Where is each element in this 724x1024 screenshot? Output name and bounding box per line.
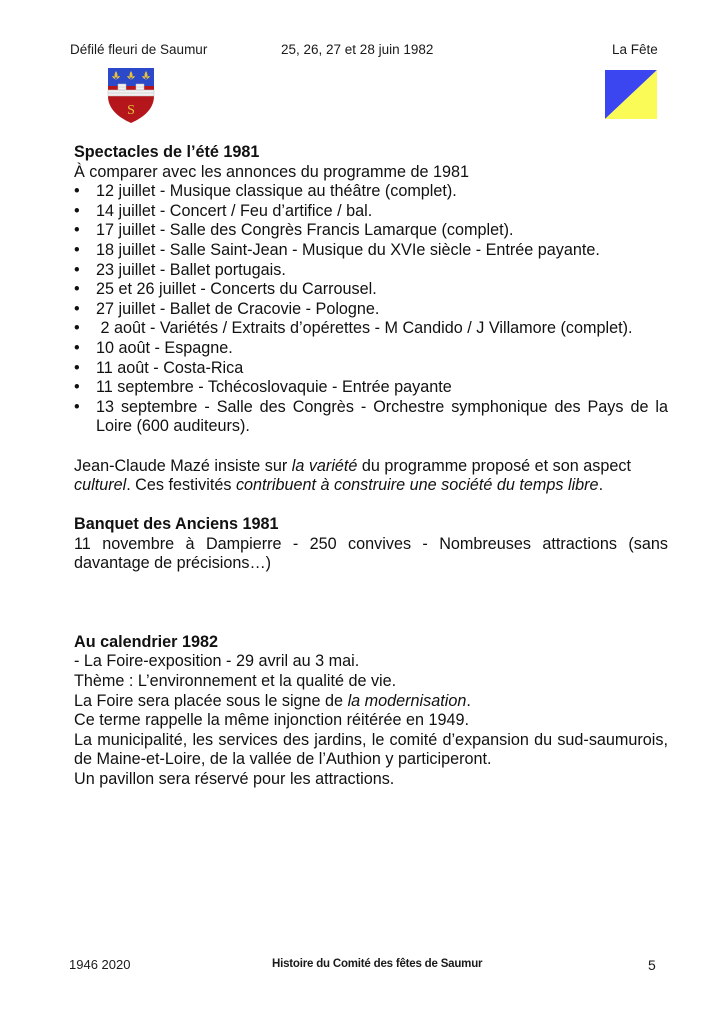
bullet-icon: • (74, 378, 80, 397)
bullet-icon: • (74, 319, 80, 338)
bullet-icon: • (74, 240, 80, 259)
list-item: • 12 juillet - Musique classique au théâtre (complet). (74, 182, 457, 201)
list-item: • 25 et 26 juillet - Concerts du Carrousel. (74, 280, 377, 299)
calendar-line: La municipalité, les services des jardins, le comité d’expansion du sud-saumurois, de Maine-et-Loire, de la vallée de l’Authion y participeront. (74, 730, 668, 769)
bullet-icon: • (74, 201, 80, 220)
list-item: • 13 septembre - Salle des Congrès - Orchestre symphonique des Pays de la Loire (600 auditeurs). (74, 397, 668, 436)
spacer (74, 574, 668, 633)
list-item: • 2 août - Variétés / Extraits d’opérettes - M Candido / J Villamore (complet). (74, 319, 633, 338)
page-number: 5 (648, 957, 656, 973)
header-right-title: La Fête (612, 42, 658, 57)
spacer (74, 496, 668, 516)
bullet-icon: • (74, 397, 80, 416)
list-item: • 17 juillet - Salle des Congrès Francis Lamarque (complet). (74, 221, 514, 240)
list-item: • 27 juillet - Ballet de Cracovie - Pologne. (74, 299, 380, 318)
list-item: • 11 août - Costa-Rica (74, 358, 244, 377)
bullet-icon: • (74, 280, 80, 299)
section-intro: À comparer avec les annonces du programme de 1981 (74, 162, 470, 181)
events-list (74, 182, 668, 437)
header-left-title: Défilé fleuri de Saumur (70, 42, 208, 57)
section-heading: Banquet des Anciens 1981 (74, 515, 279, 534)
bullet-icon: • (74, 260, 80, 279)
list-item: • 10 août - Espagne. (74, 338, 233, 357)
banquet-text: 11 novembre à Dampierre - 250 convives - Nombreuses attractions (sans davantage de précisions…) (74, 534, 668, 573)
calendar-line: Un pavillon sera réservé pour les attractions. (74, 770, 395, 789)
header-dates: 25, 26, 27 et 28 juin 1982 (281, 42, 434, 57)
calendar-line: Thème : L’environnement et la qualité de vie. (74, 672, 397, 691)
section-heading: Spectacles de l’été 1981 (74, 143, 260, 161)
section-spectacles-1981 (74, 143, 668, 437)
section-calendrier-1982 (74, 633, 668, 790)
list-item: • 14 juillet - Concert / Feu d’artifice / bal. (74, 201, 373, 220)
bullet-icon: • (74, 299, 80, 318)
calendar-line: - La Foire-exposition - 29 avril au 3 mai. (74, 652, 360, 671)
saumur-crest-icon (106, 66, 156, 124)
spacer (74, 437, 668, 457)
blue-yellow-flag-icon (605, 70, 657, 119)
list-item: • 23 juillet - Ballet portugais. (74, 260, 286, 279)
footer-years: 1946 2020 (69, 957, 131, 972)
list-item: • 11 septembre - Tchécoslovaquie - Entrée payante (74, 378, 452, 397)
bullet-icon: • (74, 358, 80, 377)
list-item: • 18 juillet - Salle Saint-Jean - Musique du XVIe siècle - Entrée payante. (74, 240, 600, 259)
section-banquet-1981 (74, 515, 668, 574)
crest-letter: S (127, 103, 135, 118)
calendar-line: Ce terme rappelle la même injonction réitérée en 1949. (74, 711, 470, 730)
section-heading: Au calendrier 1982 (74, 632, 218, 651)
calendar-line: La Foire sera placée sous le signe de la modernisation. (74, 691, 471, 710)
footer-title: Histoire du Comité des fêtes de Saumur (272, 958, 483, 970)
commentary-paragraph: Jean-Claude Mazé insiste sur la variété du programme proposé et son aspect culturel. Ces festivités contribuent à construire une société du temps libre. (74, 456, 631, 495)
page-body (74, 143, 668, 790)
bullet-icon: • (74, 221, 80, 240)
bullet-icon: • (74, 338, 80, 357)
bullet-icon: • (74, 182, 80, 201)
